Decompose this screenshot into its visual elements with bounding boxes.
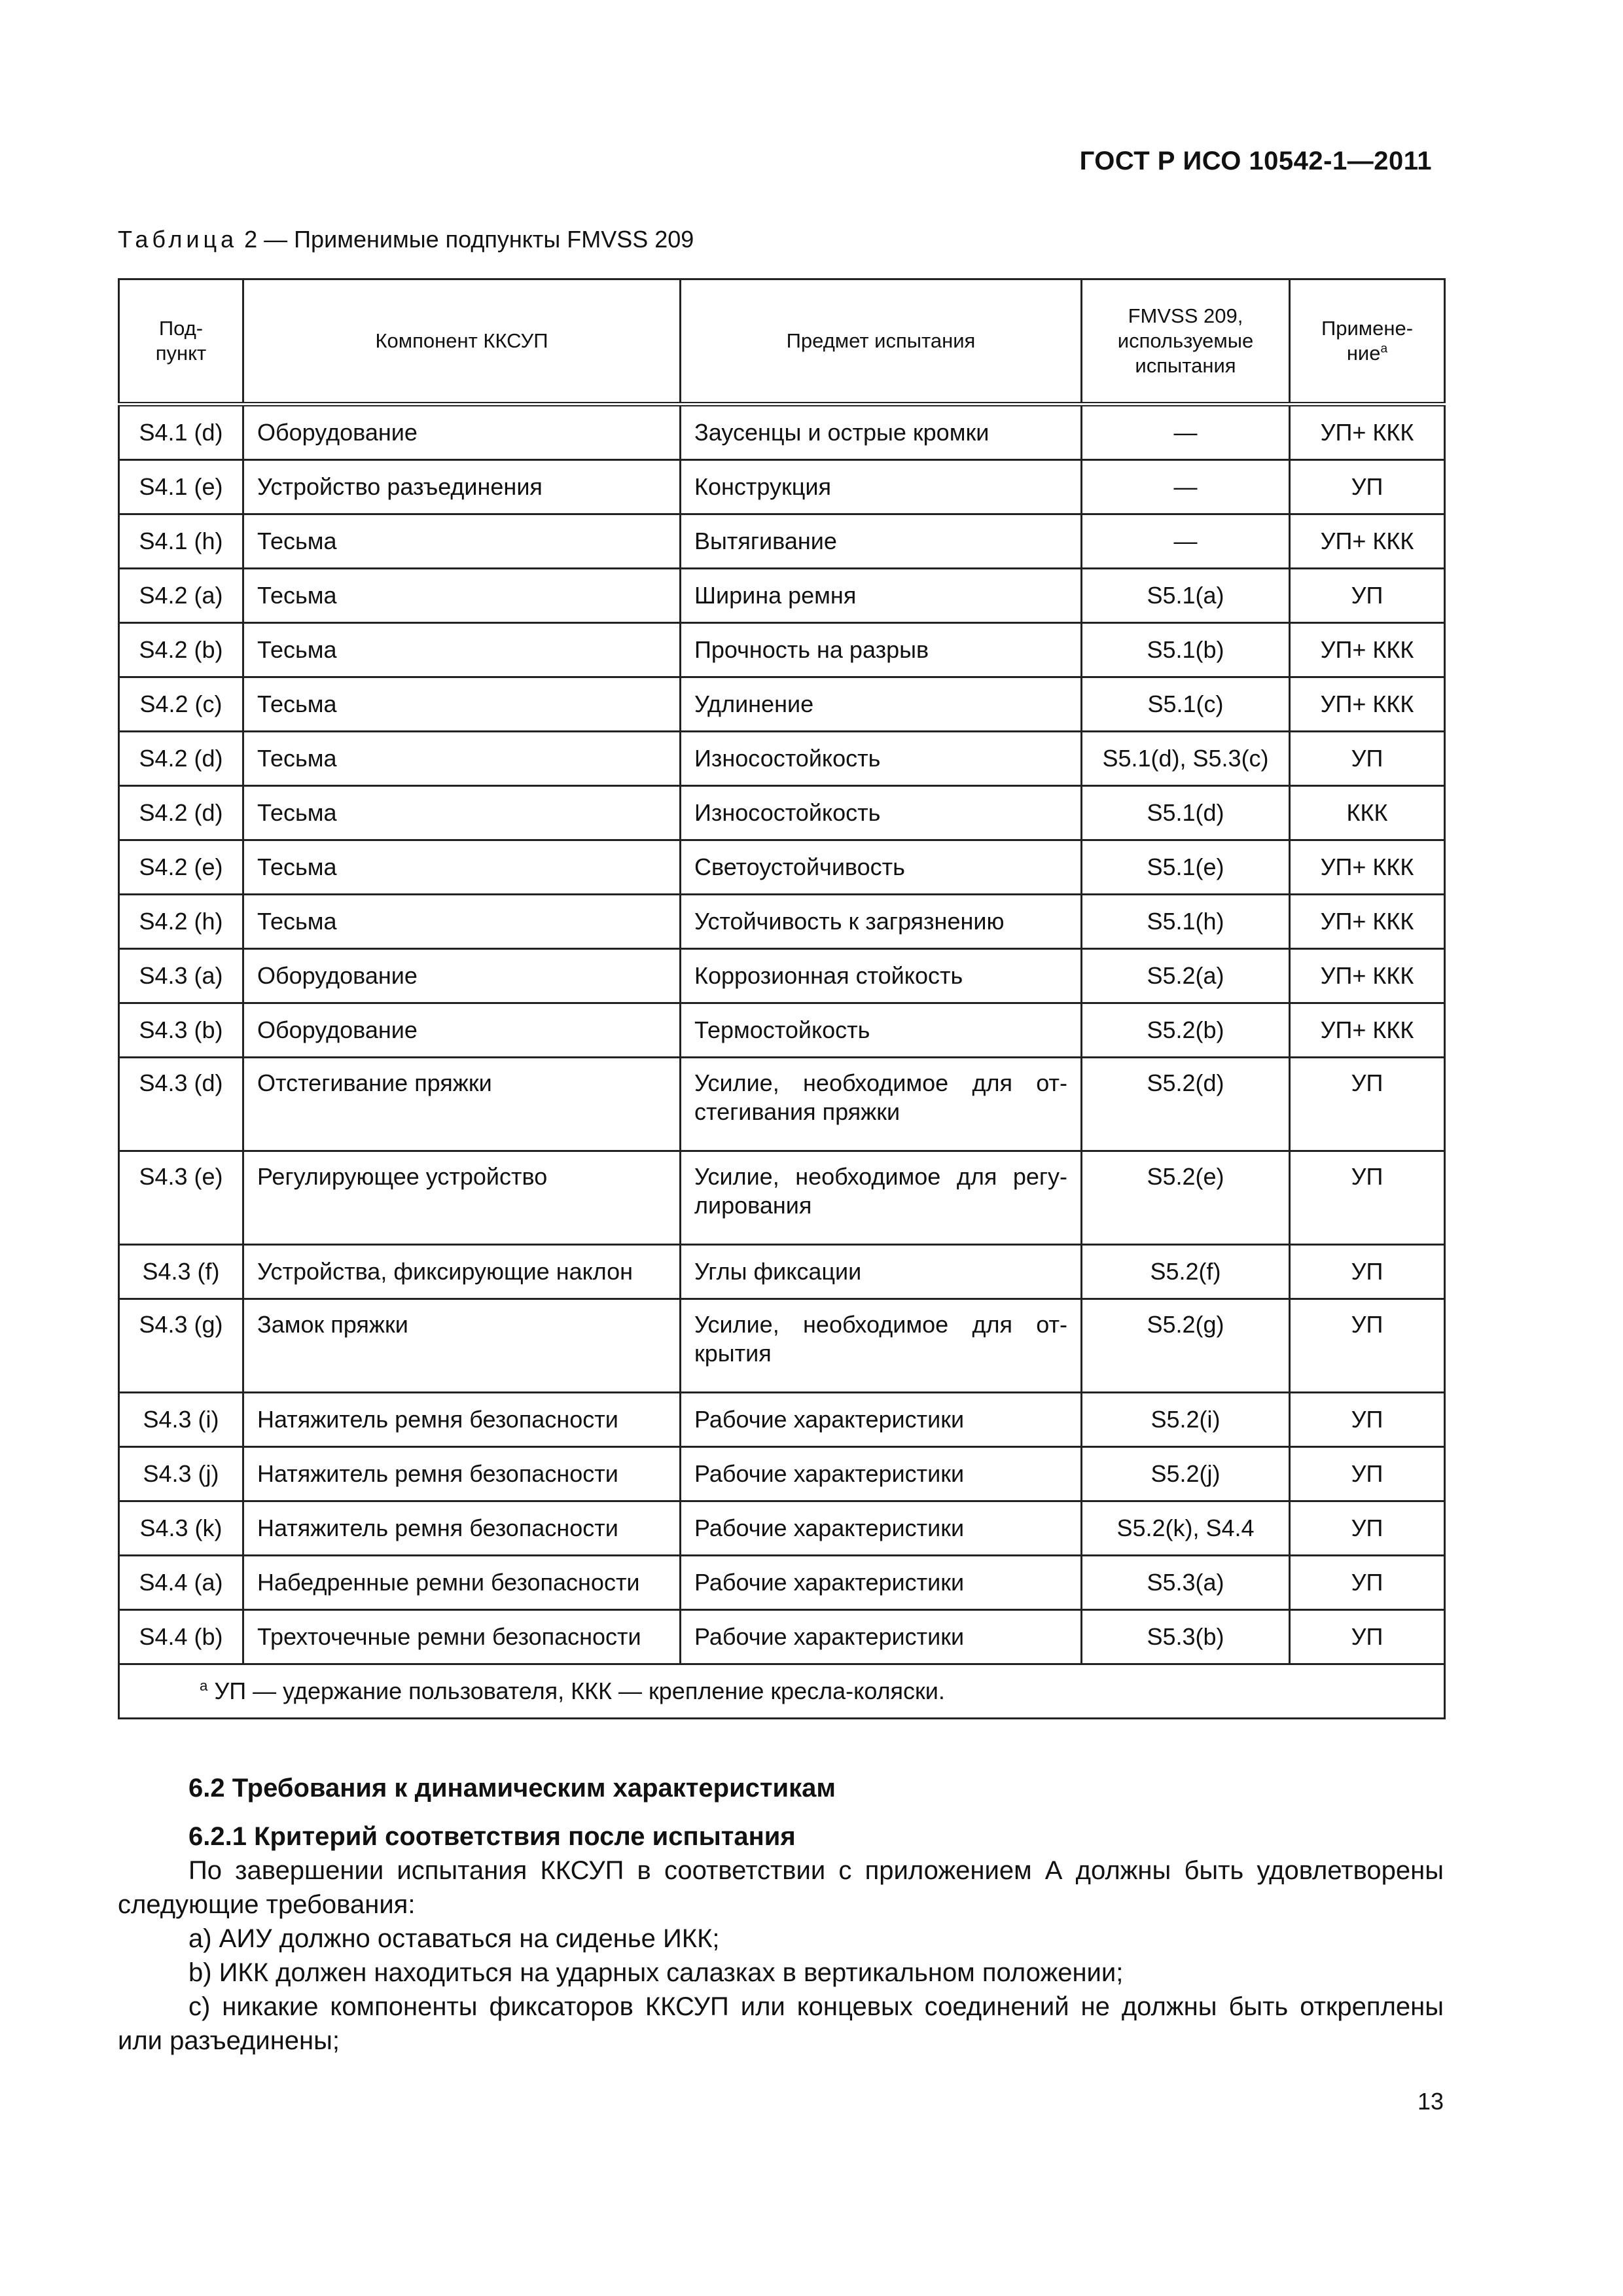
cell-fmvss-test: S5.1(h) — [1082, 895, 1290, 949]
cell-subject: Рабочие характеристики — [681, 1610, 1082, 1664]
cell-subject: Вытягивание — [681, 514, 1082, 569]
cell-component: Тесьма — [243, 840, 681, 895]
header-applicability: Примене- ние$^a$ — [1290, 279, 1445, 404]
cell-component: Набедренные ремни безопасности — [243, 1556, 681, 1610]
table-row — [119, 404, 1445, 460]
cell-subject: Устойчивость к загрязнению — [681, 895, 1082, 949]
cell-applicability: УП+ ККК — [1290, 895, 1445, 949]
cell-subject: Усилие, необходимое для от-крытия — [681, 1299, 1082, 1393]
cell-fmvss-test: S5.2(k), S4.4 — [1082, 1501, 1290, 1556]
cell-applicability: УП+ ККК — [1290, 514, 1445, 569]
table-row — [119, 1003, 1445, 1058]
cell-subclause: S4.2 (e) — [119, 840, 243, 895]
cell-applicability: УП+ ККК — [1290, 623, 1445, 677]
table-row — [119, 623, 1445, 677]
table-row — [119, 1299, 1445, 1393]
cell-subclause: S4.3 (d) — [119, 1058, 243, 1151]
cell-component: Натяжитель ремня безопасности — [243, 1393, 681, 1447]
table-footnote: $^a$ УП — удержание пользователя, ККК — крепление кресла-коляски. — [119, 1664, 1445, 1719]
cell-fmvss-test: S5.1(c) — [1082, 677, 1290, 732]
cell-fmvss-test: S5.1(a) — [1082, 569, 1290, 623]
cell-fmvss-test: S5.3(a) — [1082, 1556, 1290, 1610]
cell-subject: Термостойкость — [681, 1003, 1082, 1058]
paragraph-intro: По завершении испытания ККСУП в соответствии с приложением А должны быть удовлетворены следующие требования: — [118, 1856, 1444, 1919]
cell-subclause: S4.2 (b) — [119, 623, 243, 677]
cell-subject: Рабочие характеристики — [681, 1393, 1082, 1447]
cell-subclause: S4.2 (d) — [119, 786, 243, 840]
cell-applicability: УП — [1290, 1501, 1445, 1556]
cell-subject: Ширина ремня — [681, 569, 1082, 623]
heading-6-2: 6.2 Требования к динамическим характеристикам — [188, 1774, 836, 1803]
cell-subject: Коррозионная стойкость — [681, 949, 1082, 1003]
cell-fmvss-test: S5.1(d), S5.3(c) — [1082, 732, 1290, 786]
cell-applicability: УП — [1290, 1151, 1445, 1245]
cell-component: Трехточечные ремни безопасности — [243, 1610, 681, 1664]
cell-applicability: УП — [1290, 1058, 1445, 1151]
header-subject: Предмет испытания — [681, 279, 1082, 404]
cell-fmvss-test: S5.3(b) — [1082, 1610, 1290, 1664]
table-row — [119, 1447, 1445, 1501]
header-subclause: Под- пункт — [119, 279, 243, 404]
cell-subclause: S4.1 (d) — [119, 404, 243, 460]
cell-fmvss-test: S5.1(d) — [1082, 786, 1290, 840]
header-component: Компонент ККСУП — [243, 279, 681, 404]
cell-component: Отстегивание пряжки — [243, 1058, 681, 1151]
cell-component: Устройства, фиксирующие наклон — [243, 1245, 681, 1299]
cell-component: Оборудование — [243, 949, 681, 1003]
table-header-row — [119, 279, 1445, 404]
cell-fmvss-test: S5.2(f) — [1082, 1245, 1290, 1299]
list-item-a: a) АИУ должно оставаться на сиденье ИКК; — [188, 1924, 720, 1953]
cell-fmvss-test: S5.2(j) — [1082, 1447, 1290, 1501]
cell-subject: Прочность на разрыв — [681, 623, 1082, 677]
cell-applicability: УП — [1290, 1393, 1445, 1447]
cell-component: Замок пряжки — [243, 1299, 681, 1393]
cell-fmvss-test: S5.2(g) — [1082, 1299, 1290, 1393]
header-fmvss-tests: FMVSS 209, используемые испытания — [1082, 279, 1290, 404]
cell-subclause: S4.3 (g) — [119, 1299, 243, 1393]
table-caption — [118, 226, 694, 253]
heading-6-2-1: 6.2.1 Критерий соответствия после испытания — [188, 1822, 796, 1851]
cell-subclause: S4.2 (h) — [119, 895, 243, 949]
cell-subject: Заусенцы и острые кромки — [681, 404, 1082, 460]
cell-fmvss-test: S5.2(e) — [1082, 1151, 1290, 1245]
cell-fmvss-test: — — [1082, 460, 1290, 514]
table-row — [119, 1556, 1445, 1610]
cell-subclause: S4.4 (b) — [119, 1610, 243, 1664]
cell-applicability: УП — [1290, 569, 1445, 623]
cell-fmvss-test: S5.1(b) — [1082, 623, 1290, 677]
section-6-2 — [118, 1771, 1444, 2058]
cell-subject: Рабочие характеристики — [681, 1501, 1082, 1556]
table-caption-prefix: Таблица — [118, 226, 238, 253]
cell-fmvss-test: S5.2(i) — [1082, 1393, 1290, 1447]
cell-subclause: S4.3 (b) — [119, 1003, 243, 1058]
cell-applicability: УП — [1290, 1447, 1445, 1501]
cell-subclause: S4.3 (a) — [119, 949, 243, 1003]
cell-subject: Усилие, необходимое для регу-лирования — [681, 1151, 1082, 1245]
cell-applicability: УП+ ККК — [1290, 404, 1445, 460]
cell-fmvss-test: — — [1082, 514, 1290, 569]
cell-subclause: S4.3 (k) — [119, 1501, 243, 1556]
table-body — [119, 404, 1445, 1664]
cell-subject: Углы фиксации — [681, 1245, 1082, 1299]
table-row — [119, 1501, 1445, 1556]
cell-subclause: S4.2 (a) — [119, 569, 243, 623]
cell-component: Натяжитель ремня безопасности — [243, 1501, 681, 1556]
cell-component: Устройство разъединения — [243, 460, 681, 514]
cell-applicability: УП — [1290, 1245, 1445, 1299]
cell-applicability: УП+ ККК — [1290, 1003, 1445, 1058]
table-row — [119, 1151, 1445, 1245]
cell-subject: Износостойкость — [681, 732, 1082, 786]
table-row — [119, 1058, 1445, 1151]
cell-component: Тесьма — [243, 623, 681, 677]
cell-subject: Усилие, необходимое для от-стегивания пряжки — [681, 1058, 1082, 1151]
table-row — [119, 1393, 1445, 1447]
table-row — [119, 949, 1445, 1003]
cell-subclause: S4.3 (j) — [119, 1447, 243, 1501]
cell-subclause: S4.1 (h) — [119, 514, 243, 569]
cell-component: Тесьма — [243, 569, 681, 623]
table-row — [119, 460, 1445, 514]
fmvss-table — [118, 278, 1446, 1719]
document-code: ГОСТ Р ИСО 10542-1—2011 — [1079, 147, 1432, 175]
cell-component: Оборудование — [243, 1003, 681, 1058]
cell-component: Тесьма — [243, 732, 681, 786]
table-row — [119, 840, 1445, 895]
cell-subject: Рабочие характеристики — [681, 1447, 1082, 1501]
cell-subject: Рабочие характеристики — [681, 1556, 1082, 1610]
cell-applicability: УП — [1290, 732, 1445, 786]
cell-fmvss-test: S5.2(d) — [1082, 1058, 1290, 1151]
table-footnote-row — [119, 1664, 1445, 1719]
cell-component: Регулирующее устройство — [243, 1151, 681, 1245]
cell-subclause: S4.3 (i) — [119, 1393, 243, 1447]
cell-component: Натяжитель ремня безопасности — [243, 1447, 681, 1501]
table-caption-text: 2 — Применимые подпункты FMVSS 209 — [238, 226, 694, 253]
table-row — [119, 677, 1445, 732]
table-row — [119, 895, 1445, 949]
cell-fmvss-test: S5.2(b) — [1082, 1003, 1290, 1058]
cell-applicability: УП+ ККК — [1290, 840, 1445, 895]
table-row — [119, 732, 1445, 786]
cell-component: Оборудование — [243, 404, 681, 460]
cell-applicability: УП+ ККК — [1290, 677, 1445, 732]
cell-fmvss-test: S5.2(a) — [1082, 949, 1290, 1003]
list-item-c: c) никакие компоненты фиксаторов ККСУП или концевых соединений не должны быть откреплены или разъединены; — [118, 1992, 1444, 2055]
cell-component: Тесьма — [243, 514, 681, 569]
table-row — [119, 786, 1445, 840]
list-item-b: b) ИКК должен находиться на ударных салазках в вертикальном положении; — [188, 1958, 1124, 1987]
cell-subclause: S4.4 (a) — [119, 1556, 243, 1610]
cell-subject: Удлинение — [681, 677, 1082, 732]
cell-fmvss-test: S5.1(e) — [1082, 840, 1290, 895]
cell-component: Тесьма — [243, 786, 681, 840]
cell-subclause: S4.3 (e) — [119, 1151, 243, 1245]
table-row — [119, 514, 1445, 569]
cell-applicability: УП — [1290, 1299, 1445, 1393]
table-row — [119, 1610, 1445, 1664]
page-number: 13 — [1417, 2088, 1444, 2115]
cell-subject: Светоустойчивость — [681, 840, 1082, 895]
cell-component: Тесьма — [243, 895, 681, 949]
cell-applicability: УП — [1290, 1556, 1445, 1610]
cell-fmvss-test: — — [1082, 404, 1290, 460]
cell-subclause: S4.2 (d) — [119, 732, 243, 786]
cell-applicability: ККК — [1290, 786, 1445, 840]
cell-subject: Износостойкость — [681, 786, 1082, 840]
cell-applicability: УП — [1290, 460, 1445, 514]
cell-applicability: УП — [1290, 1610, 1445, 1664]
cell-subclause: S4.3 (f) — [119, 1245, 243, 1299]
cell-applicability: УП+ ККК — [1290, 949, 1445, 1003]
cell-subclause: S4.2 (c) — [119, 677, 243, 732]
table-row — [119, 1245, 1445, 1299]
cell-component: Тесьма — [243, 677, 681, 732]
cell-subclause: S4.1 (e) — [119, 460, 243, 514]
cell-subject: Конструкция — [681, 460, 1082, 514]
table-row — [119, 569, 1445, 623]
